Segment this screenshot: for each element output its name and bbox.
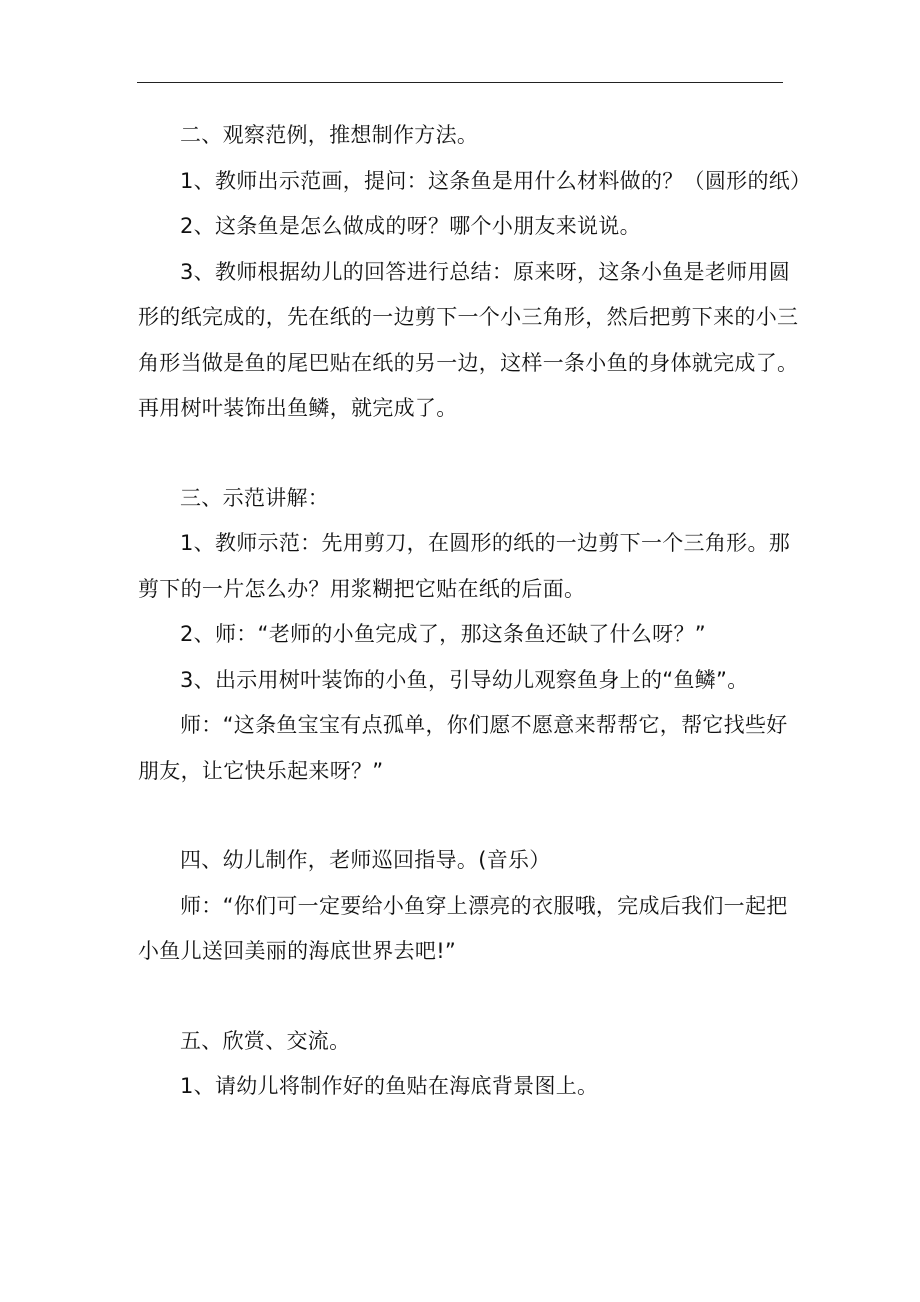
section-heading: 二、观察范例，推想制作方法。 (180, 123, 479, 147)
paragraph (138, 703, 786, 749)
paragraph: 1、请幼儿将制作好的鱼贴在海底背景图上。 (180, 1074, 599, 1098)
header-rule (137, 82, 783, 83)
section-heading: 五、欣赏、交流。 (180, 1028, 351, 1053)
paragraph-continuation (138, 295, 799, 432)
paragraph: 3、出示用树叶装饰的小鱼，引导幼儿观察鱼身上的“鱼鳞”。 (180, 667, 749, 692)
section-appreciation (138, 1019, 786, 1110)
paragraph-line: 剪下的一片怎么办？用浆糊把它贴在纸的后面。 (138, 576, 586, 601)
paragraph-line: 形的纸完成的，先在纸的一边剪下一个小三角形，然后把剪下来的小三 (138, 305, 799, 329)
paragraph-line: 1、教师示范：先用剪刀，在圆形的纸的一边剪下一个三角形。那 (180, 531, 791, 555)
paragraph: 1、教师出示范画，提问：这条鱼是用什么材料做的？（圆形的纸） (180, 168, 812, 193)
document-body (138, 113, 812, 1110)
paragraph-line: 朋友，让它快乐起来呀？” (138, 758, 384, 783)
paragraph-line: 师：“这条鱼宝宝有点孤单，你们愿不愿意来帮帮它，帮它找些好 (180, 713, 788, 737)
section-demonstration (138, 476, 791, 795)
paragraph-line: 再用树叶装饰出鱼鳞，就完成了。 (138, 396, 458, 420)
paragraph-line: 小鱼儿送回美丽的海底世界去吧!” (138, 939, 457, 963)
paragraph-continuation (138, 567, 786, 613)
paragraph-continuation (138, 749, 786, 795)
paragraph (138, 250, 791, 296)
section-heading: 三、示范讲解： (180, 485, 330, 510)
paragraph-line: 3、教师根据幼儿的回答进行总结：原来呀，这条小鱼是老师用圆 (180, 259, 791, 284)
paragraph (138, 884, 786, 930)
paragraph: 2、师：“老师的小鱼完成了，那这条鱼还缺了什么呀？” (180, 622, 706, 646)
paragraph-line: 师：“你们可一定要给小鱼穿上漂亮的衣服哦，完成后我们一起把 (180, 893, 788, 918)
section-child-making (138, 838, 786, 975)
section-observe-example (138, 113, 812, 432)
paragraph (138, 521, 791, 567)
paragraph-continuation (138, 929, 786, 975)
paragraph: 2、这条鱼是怎么做成的呀？哪个小朋友来说说。 (180, 214, 641, 238)
section-heading: 四、幼儿制作，老师巡回指导。(音乐） (180, 848, 551, 872)
paragraph-line: 角形当做是鱼的尾巴贴在纸的另一边，这样一条小鱼的身体就完成了。 (138, 350, 799, 375)
